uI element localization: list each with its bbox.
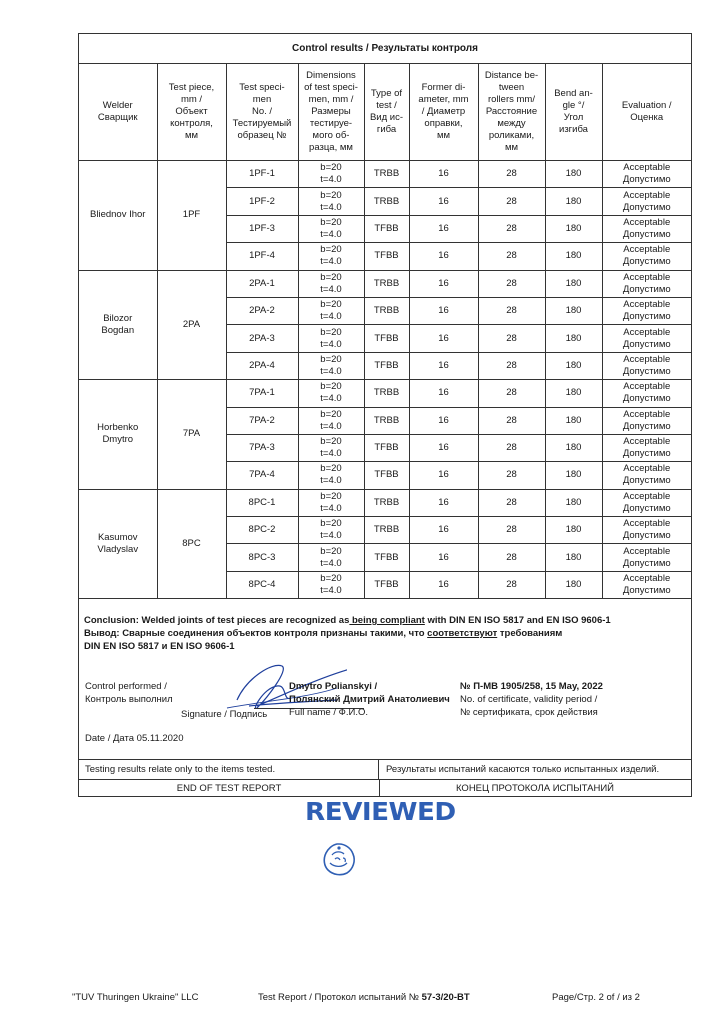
specimen-dimensions: b=20 t=4.0 — [298, 407, 364, 434]
bend-angle: 180 — [545, 270, 602, 297]
test-type: TFBB — [364, 325, 409, 352]
bend-angle: 180 — [545, 161, 602, 188]
conclusion-ru-line2: DIN EN ISO 5817 и EN ISO 9606-1 — [84, 641, 235, 652]
test-type: TFBB — [364, 434, 409, 461]
bend-angle: 180 — [545, 517, 602, 544]
specimen-id: 7PA-4 — [226, 462, 298, 489]
bend-angle: 180 — [545, 462, 602, 489]
specimen-dimensions: b=20 t=4.0 — [298, 489, 364, 516]
specimen-dimensions: b=20 t=4.0 — [298, 571, 364, 598]
certificate: № П-МВ 1905/258, 15 May, 2022 No. of certificate, validity period / № сертификата, срок действия — [460, 681, 603, 718]
conclusion — [84, 614, 684, 653]
test-type: TFBB — [364, 571, 409, 598]
specimen-dimensions: b=20 t=4.0 — [298, 243, 364, 270]
end-ru: КОНЕЦ ПРОТОКОЛА ИСПЫТАНИЙ — [456, 783, 614, 794]
specimen-id: 2PA-3 — [226, 325, 298, 352]
former-diameter: 16 — [409, 380, 478, 407]
bend-angle: 180 — [545, 489, 602, 516]
test-piece: 2PA — [157, 270, 226, 380]
specimen-dimensions: b=20 t=4.0 — [298, 215, 364, 242]
footer-page: Page/Стр. 2 of / из 2 — [552, 992, 640, 1003]
roller-distance: 28 — [478, 462, 545, 489]
specimen-dimensions: b=20 t=4.0 — [298, 352, 364, 379]
specimen-id: 2PA-2 — [226, 297, 298, 324]
column-header: Type of test / Вид ис- гиба — [364, 64, 409, 161]
table-row — [79, 380, 691, 407]
specimen-id: 2PA-1 — [226, 270, 298, 297]
report-date: Date / Дата 05.11.2020 — [85, 733, 184, 744]
test-piece: 7PA — [157, 380, 226, 490]
welder-name: Bliednov Ihor — [79, 161, 157, 271]
evaluation: Acceptable Допустимо — [602, 188, 691, 215]
test-type: TRBB — [364, 297, 409, 324]
column-header: Test piece, mm / Объект контроля, мм — [157, 64, 226, 161]
specimen-id: 1PF-1 — [226, 161, 298, 188]
welder-name: Kasumov Vladyslav — [79, 489, 157, 599]
specimen-dimensions: b=20 t=4.0 — [298, 297, 364, 324]
evaluation: Acceptable Допустимо — [602, 270, 691, 297]
specimen-dimensions: b=20 t=4.0 — [298, 517, 364, 544]
specimen-id: 7PA-2 — [226, 407, 298, 434]
bend-angle: 180 — [545, 188, 602, 215]
column-header: Former di- ameter, mm / Диаметр оправки, мм — [409, 64, 478, 161]
evaluation: Acceptable Допустимо — [602, 215, 691, 242]
former-diameter: 16 — [409, 188, 478, 215]
test-type: TFBB — [364, 215, 409, 242]
evaluation: Acceptable Допустимо — [602, 407, 691, 434]
bend-angle: 180 — [545, 407, 602, 434]
bend-angle: 180 — [545, 434, 602, 461]
column-header: Welder Сварщик — [79, 64, 157, 161]
bend-angle: 180 — [545, 215, 602, 242]
test-type: TFBB — [364, 243, 409, 270]
specimen-dimensions: b=20 t=4.0 — [298, 544, 364, 571]
roller-distance: 28 — [478, 517, 545, 544]
column-header: Dimensions of test speci- men, mm / Размеры тестируе- мого об- разца, мм — [298, 64, 364, 161]
former-diameter: 16 — [409, 517, 478, 544]
evaluation: Acceptable Допустимо — [602, 352, 691, 379]
specimen-id: 7PA-1 — [226, 380, 298, 407]
column-header: Distance be- tween rollers mm/ Расстояние между роликами, мм — [478, 64, 545, 161]
specimen-dimensions: b=20 t=4.0 — [298, 188, 364, 215]
specimen-id: 8PC-1 — [226, 489, 298, 516]
bend-angle: 180 — [545, 544, 602, 571]
specimen-id: 8PC-2 — [226, 517, 298, 544]
evaluation: Acceptable Допустимо — [602, 544, 691, 571]
roller-distance: 28 — [478, 297, 545, 324]
former-diameter: 16 — [409, 434, 478, 461]
specimen-dimensions: b=20 t=4.0 — [298, 380, 364, 407]
bend-angle: 180 — [545, 571, 602, 598]
former-diameter: 16 — [409, 161, 478, 188]
footer-company: "TUV Thuringen Ukraine" LLC — [72, 992, 199, 1003]
welder-name: Horbenko Dmytro — [79, 380, 157, 490]
specimen-id: 1PF-2 — [226, 188, 298, 215]
specimen-id: 7PA-3 — [226, 434, 298, 461]
roller-distance: 28 — [478, 571, 545, 598]
test-type: TFBB — [364, 544, 409, 571]
specimen-id: 1PF-4 — [226, 243, 298, 270]
table-row — [79, 270, 691, 297]
test-type: TFBB — [364, 462, 409, 489]
table-row — [79, 489, 691, 516]
signature-label: Signature / Подпись — [181, 709, 268, 720]
reviewed-stamp: REVIEWED — [305, 797, 456, 826]
roller-distance: 28 — [478, 270, 545, 297]
evaluation: Acceptable Допустимо — [602, 462, 691, 489]
column-header: Bend an- gle °/ Угол изгиба — [545, 64, 602, 161]
roller-distance: 28 — [478, 188, 545, 215]
specimen-dimensions: b=20 t=4.0 — [298, 462, 364, 489]
roller-distance: 28 — [478, 489, 545, 516]
former-diameter: 16 — [409, 489, 478, 516]
control-performed-label: Control performed / Контроль выполнил — [85, 681, 173, 705]
specimen-id: 2PA-4 — [226, 352, 298, 379]
bend-angle: 180 — [545, 380, 602, 407]
bend-angle: 180 — [545, 352, 602, 379]
table-row — [79, 161, 691, 188]
table-title: Control results / Результаты контроля — [79, 34, 691, 64]
column-header: Evaluation / Оценка — [602, 64, 691, 161]
former-diameter: 16 — [409, 270, 478, 297]
evaluation: Acceptable Допустимо — [602, 243, 691, 270]
note-en: Testing results relate only to the items tested. — [79, 760, 379, 780]
results-table — [79, 63, 691, 599]
roller-distance: 28 — [478, 544, 545, 571]
roller-distance: 28 — [478, 434, 545, 461]
bend-angle: 180 — [545, 325, 602, 352]
note-ru: Результаты испытаний касаются только испытанных изделий. — [379, 760, 691, 780]
evaluation: Acceptable Допустимо — [602, 325, 691, 352]
welder-name: Bilozor Bogdan — [79, 270, 157, 380]
roller-distance: 28 — [478, 380, 545, 407]
test-type: TFBB — [364, 352, 409, 379]
specimen-id: 8PC-4 — [226, 571, 298, 598]
former-diameter: 16 — [409, 352, 478, 379]
evaluation: Acceptable Допустимо — [602, 489, 691, 516]
test-piece: 8PC — [157, 489, 226, 599]
specimen-dimensions: b=20 t=4.0 — [298, 434, 364, 461]
evaluation: Acceptable Допустимо — [602, 161, 691, 188]
test-type: TRBB — [364, 407, 409, 434]
bend-angle: 180 — [545, 243, 602, 270]
bend-angle: 180 — [545, 297, 602, 324]
specimen-dimensions: b=20 t=4.0 — [298, 325, 364, 352]
roller-distance: 28 — [478, 215, 545, 242]
column-header: Test speci- men No. / Тестируемый образец № — [226, 64, 298, 161]
evaluation: Acceptable Допустимо — [602, 517, 691, 544]
report-frame — [78, 33, 692, 797]
specimen-id: 1PF-3 — [226, 215, 298, 242]
evaluation: Acceptable Допустимо — [602, 297, 691, 324]
end-en: END OF TEST REPORT — [79, 780, 380, 797]
footer-notes — [79, 759, 691, 797]
test-type: TRBB — [364, 380, 409, 407]
test-piece: 1PF — [157, 161, 226, 271]
inspector-name: Dmytro Polianskyi / Полянский Дмитрий Анатолиевич Full name / Ф.И.О. — [289, 681, 450, 718]
former-diameter: 16 — [409, 243, 478, 270]
footer-report: Test Report / Протокол испытаний № 57-3/20-BT — [258, 992, 470, 1003]
header-row — [79, 64, 691, 161]
specimen-dimensions: b=20 t=4.0 — [298, 270, 364, 297]
roller-distance: 28 — [478, 352, 545, 379]
former-diameter: 16 — [409, 297, 478, 324]
roller-distance: 28 — [478, 161, 545, 188]
evaluation: Acceptable Допустимо — [602, 571, 691, 598]
former-diameter: 16 — [409, 462, 478, 489]
specimen-dimensions: b=20 t=4.0 — [298, 161, 364, 188]
specimen-id: 8PC-3 — [226, 544, 298, 571]
roller-distance: 28 — [478, 243, 545, 270]
test-type: TRBB — [364, 188, 409, 215]
evaluation: Acceptable Допустимо — [602, 434, 691, 461]
company-logo-icon — [321, 841, 357, 877]
conclusion-en: Conclusion: Welded joints of test pieces are recognized as being compliant with DIN EN ISO 5817 and EN ISO 9606-1 — [84, 615, 611, 626]
former-diameter: 16 — [409, 325, 478, 352]
former-diameter: 16 — [409, 571, 478, 598]
conclusion-ru: Вывод: Сварные соединения объектов контроля признаны такими, что соответствуют требованиям — [84, 628, 563, 639]
roller-distance: 28 — [478, 325, 545, 352]
test-type: TRBB — [364, 161, 409, 188]
former-diameter: 16 — [409, 407, 478, 434]
former-diameter: 16 — [409, 544, 478, 571]
evaluation: Acceptable Допустимо — [602, 380, 691, 407]
test-type: TRBB — [364, 517, 409, 544]
roller-distance: 28 — [478, 407, 545, 434]
former-diameter: 16 — [409, 215, 478, 242]
test-type: TRBB — [364, 489, 409, 516]
test-type: TRBB — [364, 270, 409, 297]
